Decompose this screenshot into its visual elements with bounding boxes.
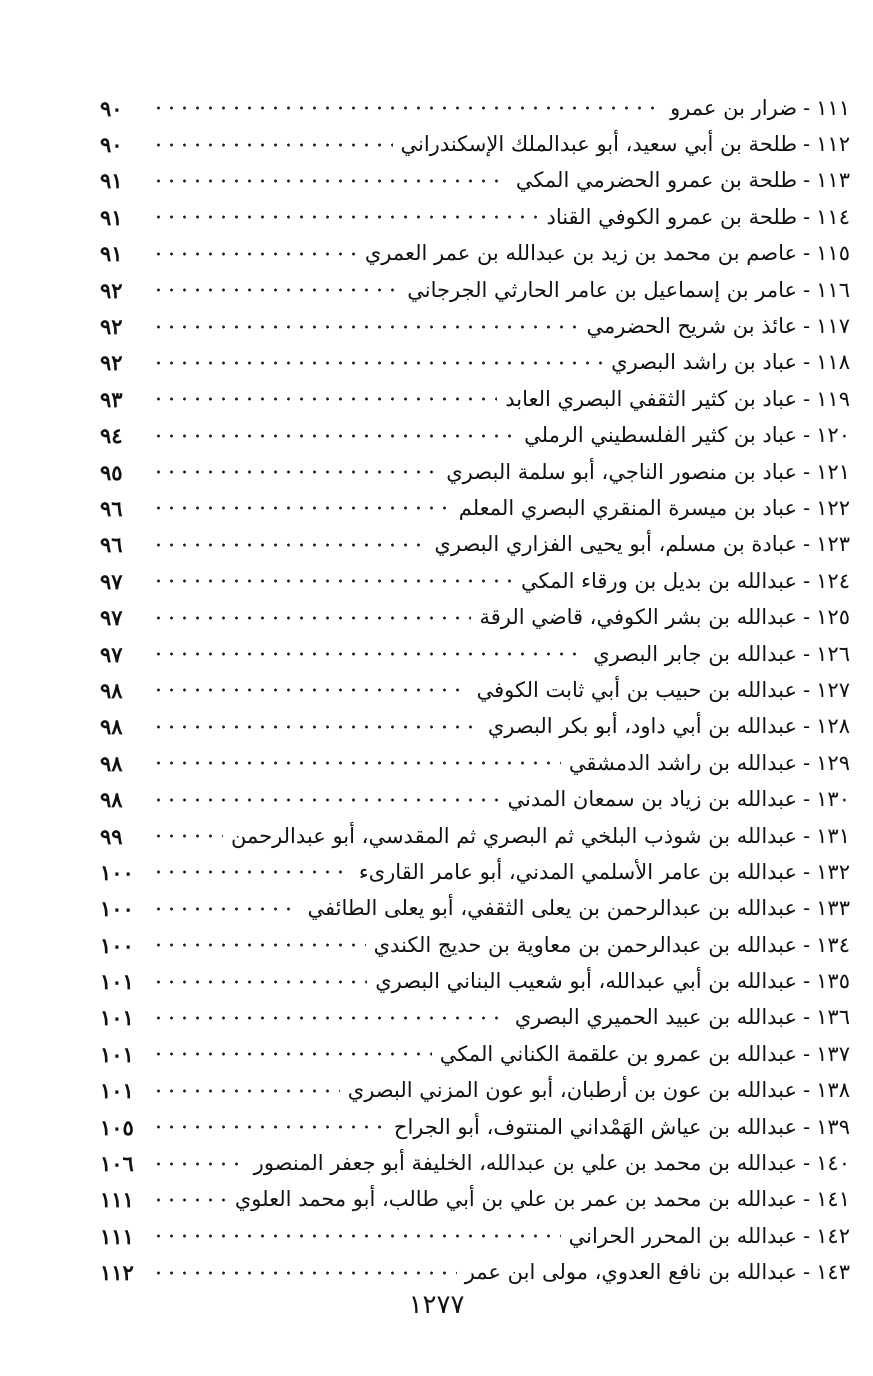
dot-leader — [152, 870, 351, 874]
dot-leader — [152, 1198, 227, 1202]
entry-title: عبدالله بن محمد بن علي بن عبدالله، الخليفة أبو جعفر المنصور — [253, 1151, 798, 1176]
entry-page-number: ٩٨ — [100, 714, 123, 740]
entry-number: ١٢٣ — [816, 532, 850, 557]
entry-title: عبدالله بن جابر البصري — [593, 641, 798, 666]
toc-entry — [100, 1073, 850, 1109]
entry-title: عبدالله بن عبدالرحمن بن معاوية بن حديج الكندي — [373, 932, 798, 957]
entry-page-number: ٩٦ — [100, 532, 123, 558]
dot-leader — [152, 179, 508, 183]
entry-page-number: ١٠٠ — [100, 932, 134, 958]
toc-entry — [100, 1145, 850, 1181]
entry-dash: - — [803, 714, 811, 739]
dot-leader — [152, 943, 366, 947]
toc-entry — [100, 199, 850, 235]
entry-dash: - — [803, 859, 811, 884]
entry-dash: - — [803, 132, 811, 157]
entry-title: عبدالله بن أبي داود، أبو بكر البصري — [487, 714, 798, 739]
toc-entry — [100, 381, 850, 417]
entry-title: عبدالله بن عمرو بن علقمة الكناني المكي — [439, 1041, 798, 1066]
toc-entry — [100, 236, 850, 272]
entry-number: ١٢٦ — [816, 641, 850, 666]
entry-page-number: ١٠٠ — [100, 859, 134, 885]
entry-page-number: ٩٨ — [100, 677, 123, 703]
entry-page-number: ١٠١ — [100, 1078, 134, 1104]
toc-entry — [100, 163, 850, 199]
entry-page-number: ٩٠ — [100, 95, 123, 121]
entry-dash: - — [803, 204, 811, 229]
toc-entry — [100, 927, 850, 963]
entry-number: ١٢١ — [816, 459, 850, 484]
entry-title: عباد بن ميسرة المنقري البصري المعلم — [458, 495, 798, 520]
entry-title: عبدالله بن حبيب بن أبي ثابت الكوفي — [476, 677, 798, 702]
entry-number: ١٣٤ — [816, 932, 850, 957]
entry-dash: - — [803, 459, 811, 484]
entry-title: عباد بن كثير الفلسطيني الرملي — [524, 423, 798, 448]
entry-title: عباد بن كثير الثقفي البصري العابد — [505, 386, 798, 411]
entry-dash: - — [803, 168, 811, 193]
entry-title: عبدالله بن محمد بن عمر بن علي بن أبي طالب، أبو محمد العلوي — [234, 1187, 798, 1212]
dot-leader — [152, 506, 451, 510]
toc-entry — [100, 1000, 850, 1036]
dot-leader — [152, 834, 223, 838]
entry-title: طلحة بن عمرو الحضرمي المكي — [515, 168, 798, 193]
entry-dash: - — [803, 568, 811, 593]
toc-entry — [100, 90, 850, 126]
entry-number: ١١٣ — [816, 168, 850, 193]
entry-title: عائذ بن شريح الحضرمي — [586, 314, 798, 339]
entry-title: عبدالله بن أبي عبدالله، أبو شعيب البناني البصري — [375, 969, 798, 994]
entry-dash: - — [803, 95, 811, 120]
dot-leader — [152, 1162, 246, 1166]
dot-leader — [152, 1052, 432, 1056]
entry-number: ١٣٦ — [816, 1005, 850, 1030]
dot-leader — [152, 106, 662, 110]
entry-number: ١٢٩ — [816, 750, 850, 775]
entry-dash: - — [803, 969, 811, 994]
entry-number: ١٤١ — [816, 1187, 850, 1212]
toc-entry — [100, 272, 850, 308]
dot-leader — [152, 725, 480, 729]
dot-leader — [152, 397, 497, 401]
toc-entry — [100, 854, 850, 890]
entry-number: ١٢٧ — [816, 677, 850, 702]
toc-entry — [100, 672, 850, 708]
toc-entry — [100, 891, 850, 927]
entry-title: عبدالله بن عياش الهَمْداني المنتوف، أبو الجراح — [393, 1114, 798, 1139]
entry-dash: - — [803, 1260, 811, 1285]
entry-number: ١١٢ — [816, 132, 850, 157]
entry-number: ١٤٢ — [816, 1223, 850, 1248]
entry-number: ١١٨ — [816, 350, 850, 375]
entry-dash: - — [803, 1151, 811, 1176]
entry-title: عبدالله بن المحرر الحراني — [568, 1223, 798, 1248]
dot-leader — [152, 1234, 561, 1238]
toc-entry — [100, 963, 850, 999]
entry-number: ١٣٨ — [816, 1078, 850, 1103]
toc-entry — [100, 563, 850, 599]
toc-entry — [100, 1036, 850, 1072]
entry-title: عبدالله بن بشر الكوفي، قاضي الرقة — [479, 605, 798, 630]
entry-page-number: ٩٣ — [100, 386, 123, 412]
entry-page-number: ١٠١ — [100, 1005, 134, 1031]
toc-entry — [100, 126, 850, 162]
entry-page-number: ٩٧ — [100, 605, 123, 631]
entry-number: ١٣٣ — [816, 896, 850, 921]
dot-leader — [152, 688, 469, 692]
entry-dash: - — [803, 386, 811, 411]
entry-title: عبدالله بن عبدالرحمن بن يعلى الثقفي، أبو يعلى الطائفي — [307, 896, 798, 921]
entry-title: عاصم بن محمد بن زيد بن عبدالله بن عمر العمري — [364, 241, 798, 266]
toc-entry — [100, 818, 850, 854]
entry-page-number: ٩٤ — [100, 423, 123, 449]
entry-page-number: ١٠١ — [100, 1041, 134, 1067]
entry-number: ١١٧ — [816, 314, 850, 339]
entry-title: عبدالله بن شوذب البلخي ثم البصري ثم المقدسي، أبو عبدالرحمن — [230, 823, 798, 848]
entry-number: ١٣٥ — [816, 969, 850, 994]
entry-number: ١١١ — [816, 95, 850, 120]
entry-page-number: ٩٢ — [100, 350, 123, 376]
entry-number: ١٢٤ — [816, 568, 850, 593]
entry-page-number: ١٠١ — [100, 969, 134, 995]
entry-dash: - — [803, 932, 811, 957]
toc-entry — [100, 1255, 850, 1291]
entry-title: طلحة بن عمرو الكوفي القناد — [546, 204, 798, 229]
entry-page-number: ١١١ — [100, 1187, 134, 1213]
dot-leader — [152, 470, 438, 474]
entry-dash: - — [803, 1078, 811, 1103]
toc-entry — [100, 490, 850, 526]
dot-leader — [152, 143, 393, 147]
dot-leader — [152, 652, 585, 656]
entry-number: ١٢٠ — [816, 423, 850, 448]
entry-page-number: ١٠٥ — [100, 1114, 134, 1140]
toc-entry — [100, 745, 850, 781]
toc-entry — [100, 345, 850, 381]
entry-page-number: ٩٢ — [100, 277, 123, 303]
toc-entry — [100, 599, 850, 635]
entry-dash: - — [803, 896, 811, 921]
entry-title: عبادة بن مسلم، أبو يحيى الفزاري البصري — [434, 532, 798, 557]
dot-leader — [152, 579, 513, 583]
entry-number: ١٢٢ — [816, 495, 850, 520]
entry-title: طلحة بن أبي سعيد، أبو عبدالملك الإسكندراني — [400, 132, 798, 157]
entry-title: عبدالله بن عون بن أرطبان، أبو عون المزني البصري — [347, 1078, 798, 1103]
entry-dash: - — [803, 823, 811, 848]
entry-dash: - — [803, 750, 811, 775]
entry-dash: - — [803, 495, 811, 520]
entry-number: ١١٤ — [816, 204, 850, 229]
dot-leader — [152, 616, 471, 620]
toc-entry — [100, 709, 850, 745]
entry-title: عبدالله بن عبيد الحميري البصري — [514, 1005, 798, 1030]
entry-page-number: ٩١ — [100, 204, 123, 230]
dot-leader — [152, 980, 367, 984]
entry-number: ١٤٠ — [816, 1151, 850, 1176]
entry-title: ضرار بن عمرو — [670, 95, 798, 120]
entry-page-number: ٩٢ — [100, 314, 123, 340]
entry-page-number: ٩٨ — [100, 750, 123, 776]
entry-dash: - — [803, 350, 811, 375]
entry-number: ١٤٣ — [816, 1260, 850, 1285]
entry-page-number: ١٠٦ — [100, 1151, 134, 1177]
entry-dash: - — [803, 1114, 811, 1139]
entry-page-number: ١١١ — [100, 1223, 134, 1249]
toc-entry — [100, 1218, 850, 1254]
entry-page-number: ٩١ — [100, 241, 123, 267]
entry-title: عبدالله بن نافع العدوي، مولى ابن عمر — [464, 1260, 798, 1285]
entry-number: ١٣١ — [816, 823, 850, 848]
entry-dash: - — [803, 241, 811, 266]
toc-entry — [100, 308, 850, 344]
entry-number: ١٣٢ — [816, 859, 850, 884]
dot-leader — [152, 361, 603, 365]
dot-leader — [152, 761, 561, 765]
entry-page-number: ١٠٠ — [100, 896, 134, 922]
entry-dash: - — [803, 641, 811, 666]
entry-number: ١١٥ — [816, 241, 850, 266]
dot-leader — [152, 434, 516, 438]
entry-page-number: ٩١ — [100, 168, 123, 194]
entry-title: عباد بن منصور الناجي، أبو سلمة البصري — [446, 459, 798, 484]
entry-number: ١٢٨ — [816, 714, 850, 739]
entry-page-number: ٩٠ — [100, 132, 123, 158]
toc-entry — [100, 636, 850, 672]
dot-leader — [152, 907, 300, 911]
toc-entry — [100, 454, 850, 490]
entry-title: عبدالله بن عامر الأسلمي المدني، أبو عامر القارىء — [358, 859, 798, 884]
entry-dash: - — [803, 1041, 811, 1066]
entry-page-number: ٩٧ — [100, 641, 123, 667]
dot-leader — [152, 543, 426, 547]
dot-leader — [152, 215, 538, 219]
dot-leader — [152, 252, 357, 256]
page-number: ١٢٧٧ — [408, 1290, 465, 1320]
entry-number: ١٢٥ — [816, 605, 850, 630]
entry-page-number: ٩٩ — [100, 823, 123, 849]
entry-number: ١١٦ — [816, 277, 850, 302]
entry-page-number: ٩٨ — [100, 787, 123, 813]
entry-title: عبدالله بن زياد بن سمعان المدني — [507, 787, 798, 812]
entry-page-number: ٩٧ — [100, 568, 123, 594]
entry-page-number: ٩٦ — [100, 495, 123, 521]
entry-dash: - — [803, 677, 811, 702]
entry-number: ١٣٩ — [816, 1114, 850, 1139]
table-of-contents — [100, 90, 850, 1291]
dot-leader — [152, 798, 500, 802]
entry-dash: - — [803, 1187, 811, 1212]
entry-title: عباد بن راشد البصري — [611, 350, 798, 375]
entry-dash: - — [803, 277, 811, 302]
dot-leader — [152, 1016, 507, 1020]
toc-entry — [100, 1182, 850, 1218]
toc-entry — [100, 1109, 850, 1145]
entry-page-number: ٩٥ — [100, 459, 123, 485]
dot-leader — [152, 1089, 340, 1093]
entry-page-number: ١١٢ — [100, 1260, 134, 1286]
toc-entry — [100, 781, 850, 817]
entry-dash: - — [803, 314, 811, 339]
toc-entry — [100, 418, 850, 454]
entry-number: ١٣٠ — [816, 787, 850, 812]
dot-leader — [152, 1125, 386, 1129]
dot-leader — [152, 325, 578, 329]
dot-leader — [152, 1271, 457, 1275]
entry-dash: - — [803, 1005, 811, 1030]
entry-dash: - — [803, 605, 811, 630]
entry-number: ١١٩ — [816, 386, 850, 411]
entry-dash: - — [803, 532, 811, 557]
dot-leader — [152, 288, 399, 292]
entry-title: عامر بن إسماعيل بن عامر الحارثي الجرجاني — [407, 277, 798, 302]
entry-dash: - — [803, 423, 811, 448]
toc-entry — [100, 527, 850, 563]
entry-title: عبدالله بن بديل بن ورقاء المكي — [520, 568, 798, 593]
entry-dash: - — [803, 787, 811, 812]
entry-title: عبدالله بن راشد الدمشقي — [568, 750, 798, 775]
entry-number: ١٣٧ — [816, 1041, 850, 1066]
entry-dash: - — [803, 1223, 811, 1248]
